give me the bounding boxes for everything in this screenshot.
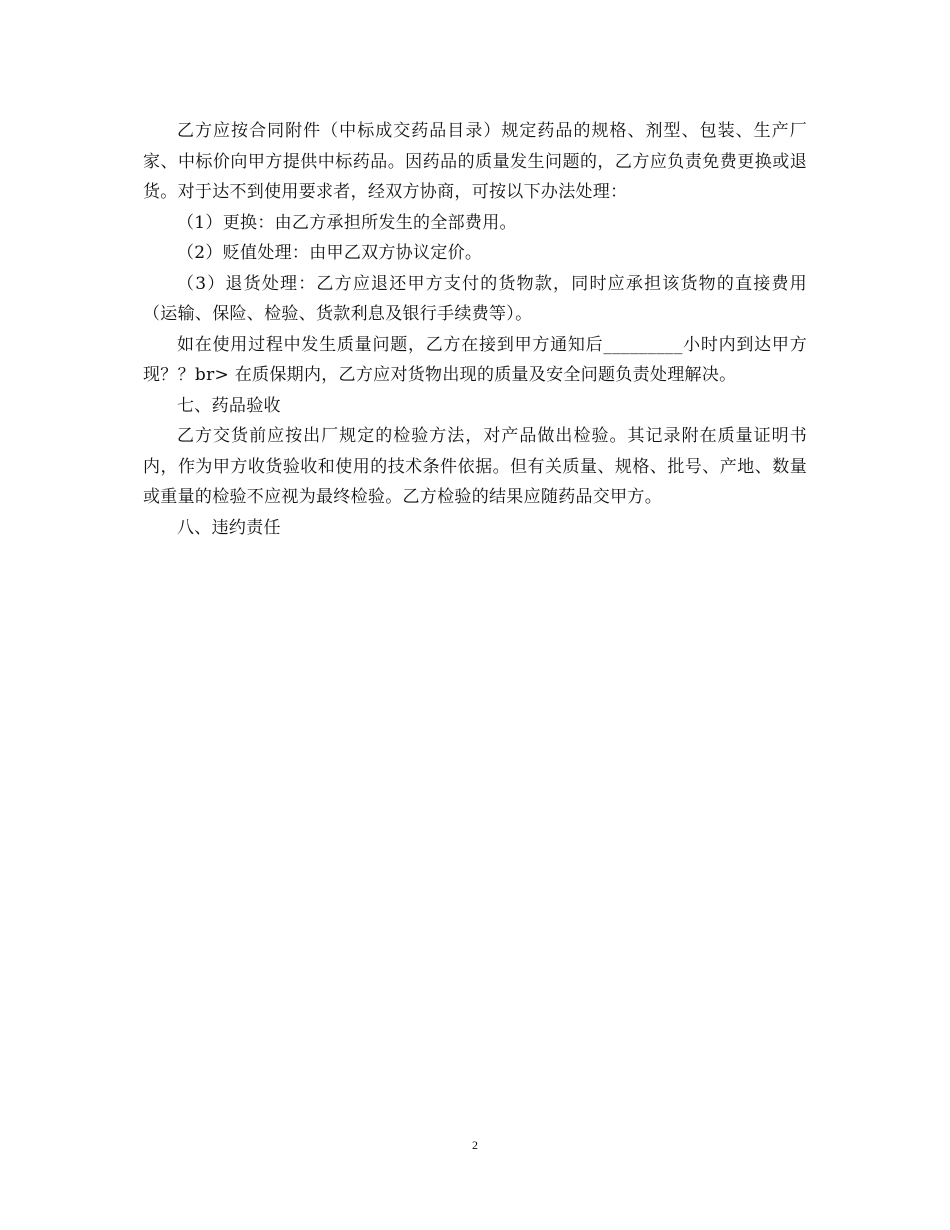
document-body <box>143 116 807 543</box>
paragraph-onsite-response: 如在使用过程中发生质量问题，乙方在接到甲方通知后_________小时内到达甲方现？？br> 在质保期内，乙方应对货物出现的质量及安全问题负责处理解决。 <box>143 334 807 385</box>
paragraph-return: （3）退货处理：乙方应退还甲方支付的货物款，同时应承担该货物的直接费用（运输、保险、检验、货款利息及银行手续费等）。 <box>143 273 807 324</box>
paragraph-replacement: （1）更换：由乙方承担所发生的全部费用。 <box>177 212 517 233</box>
section-heading-liability: 八、违约责任 <box>177 517 281 538</box>
paragraph-quality-terms: 乙方应按合同附件（中标成交药品目录）规定药品的规格、剂型、包装、生产厂家、中标价向甲方提供中标药品。因药品的质量发生问题的，乙方应负责免费更换或退货。对于达不到使用要求者，经双方协商，可按以下办法处理： <box>143 121 807 202</box>
section-heading-acceptance: 七、药品验收 <box>177 395 281 416</box>
paragraph-acceptance: 乙方交货前应按出厂规定的检验方法，对产品做出检验。其记录附在质量证明书内，作为甲方收货验收和使用的技术条件依据。但有关质量、规格、批号、产地、数量或重量的检验不应视为最终检验。乙方检验的结果应随药品交甲方。 <box>143 426 807 507</box>
paragraph-depreciation: （2）贬值处理：由甲乙双方协议定价。 <box>177 243 483 263</box>
page-number: 2 <box>472 1138 478 1152</box>
